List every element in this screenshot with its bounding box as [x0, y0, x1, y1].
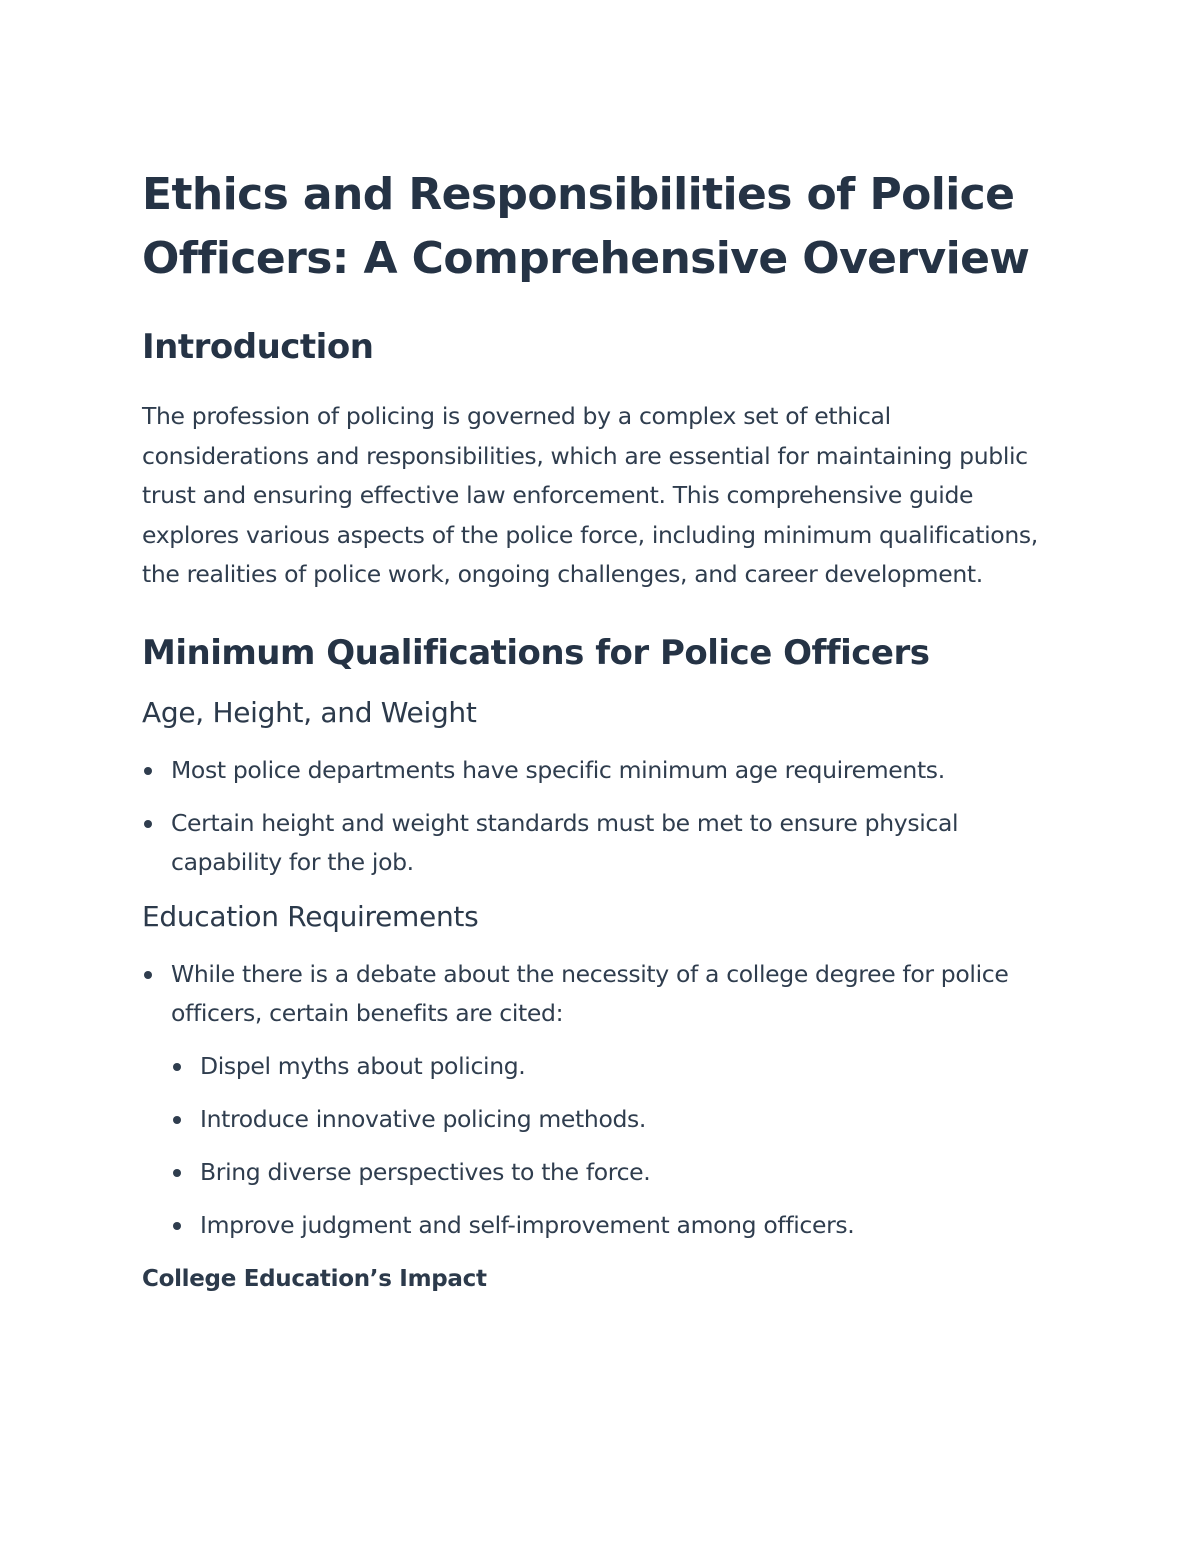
sub-list-item — [171, 1047, 1042, 1087]
sub-list-item-text: Improve judgment and self-improvement among officers. — [200, 1211, 855, 1240]
minimum-qualifications-heading: Minimum Qualifications for Police Officers — [142, 632, 930, 673]
bullet-icon — [173, 1063, 181, 1071]
sub-list-item-text: Dispel myths about policing. — [200, 1051, 526, 1080]
list-item — [142, 751, 1042, 791]
document-page — [142, 163, 1042, 1296]
age-height-weight-list — [142, 751, 1042, 883]
list-item — [142, 955, 1042, 1246]
introduction-heading: Introduction — [142, 327, 374, 367]
list-item-text: Certain height and weight standards must be met to ensure physical capability for the job. — [171, 808, 959, 877]
bullet-icon — [144, 971, 152, 979]
bullet-icon — [173, 1169, 181, 1177]
education-benefits-list — [171, 1047, 1042, 1246]
document-title: Ethics and Responsibilities of Police Officers: A Comprehensive Overview — [142, 169, 1030, 284]
sub-list-item-text: Bring diverse perspectives to the force. — [200, 1158, 651, 1187]
list-item-text: Most police departments have specific minimum age requirements. — [171, 755, 945, 784]
education-list — [142, 955, 1042, 1246]
sub-list-item — [171, 1206, 1042, 1246]
education-requirements-heading: Education Requirements — [142, 899, 479, 933]
sub-list-item-text: Introduce innovative policing methods. — [200, 1105, 647, 1134]
age-height-weight-heading: Age, Height, and Weight — [142, 695, 477, 729]
bullet-icon — [144, 820, 152, 828]
bullet-icon — [173, 1116, 181, 1124]
bullet-icon — [173, 1222, 181, 1230]
bullet-icon — [144, 767, 152, 775]
list-item-text: While there is a debate about the necessity of a college degree for police officers, certain benefits are cited: — [171, 959, 1009, 1028]
sub-list-item — [171, 1153, 1042, 1193]
college-education-impact-heading: College Education’s Impact — [142, 1265, 487, 1292]
sub-list-item — [171, 1100, 1042, 1140]
introduction-paragraph: The profession of policing is governed by a complex set of ethical considerations and responsibilities, which are essential for maintaining public trust and ensuring effective law enforcement. This comprehensive guide explores various aspects of the police force, including minimum qualifications, the realities of police work, ongoing challenges, and career development. — [142, 402, 1038, 589]
list-item — [142, 804, 1042, 883]
